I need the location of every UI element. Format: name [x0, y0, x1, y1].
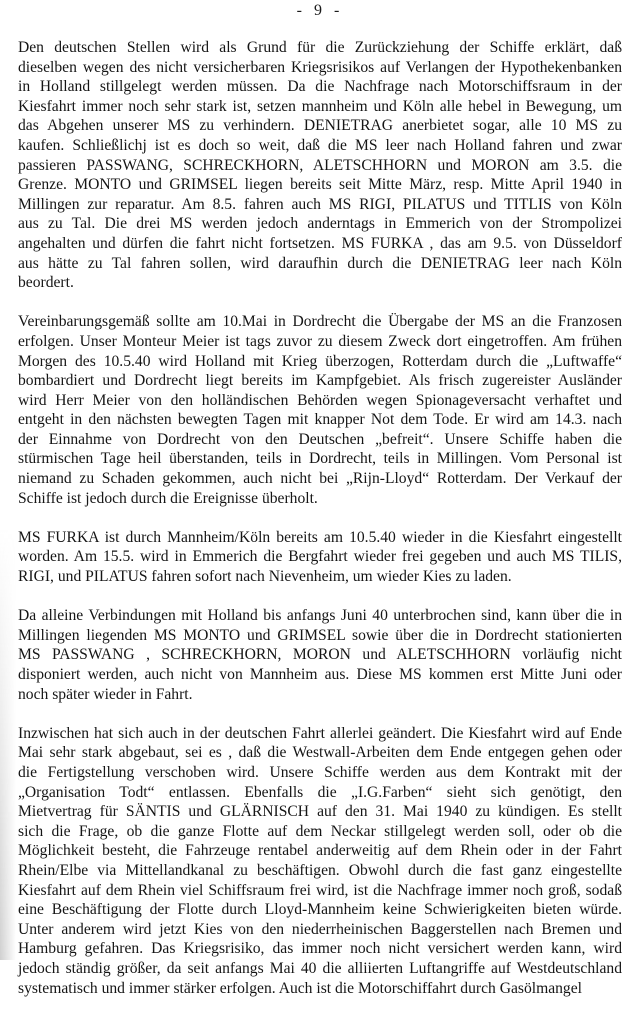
text-line: dieselben wegen des nicht versicherbaren Kriegsrisikos auf Verlangen der Hypothekenbanken — [18, 58, 622, 76]
paragraph-4 — [18, 606, 622, 704]
text-line: jedoch ständig größer, da seit anfangs Mai 40 die alliierten Luftangriffe auf Westdeutschland — [18, 959, 622, 977]
text-line: noch später wieder in Fahrt. — [18, 685, 193, 703]
text-line: kaufen. Schließlichj ist es doch so weit, daß die MS leer nach Holland fahren und zwar — [18, 136, 622, 154]
text-line: Den deutschen Stellen wird als Grund für die Zurückziehung der Schiffe erklärt, daß — [18, 39, 622, 56]
text-line: erfolgen. Unser Monteur Meier ist tags zuvor zu diesem Zweck dort eingetroffen. Am frühen — [18, 332, 622, 350]
text-line: MS PASSWANG , SCHRECKHORN, MORON und ALETSCHHORN vorläufig nicht — [18, 646, 622, 664]
text-line: die Fertigstellung verschoben wird. Unsere Schiffe werden aus dem Kontrakt mit der — [18, 763, 622, 781]
text-line: Möglichkeit besteht, die Fahrzeuge rentabel anderweitig auf dem Rhein oder in der Fahrt — [18, 842, 622, 860]
text-line: angehalten und dürfen die fahrt nicht fortsetzen. MS FURKA , das am 9.5. von Düsseldorf — [18, 234, 622, 252]
paragraph-2 — [18, 312, 622, 508]
text-line: Mai sehr stark abgebaut, sei es , daß die Westwall-Arbeiten dem Ende entgegen gehen oder — [18, 744, 622, 762]
text-line: worden. Am 15.5. wird in Emmerich die Bergfahrt wieder frei gegeben und auch MS TILIS, — [18, 548, 622, 566]
text-line: bombardiert und Dordrecht liegt bereits im Kampfgebiet. Als frisch zugereister Ausländer — [18, 372, 622, 390]
text-line: Millingen zur reparatur. Am 8.5. fahren auch MS RIGI, PILATUS und TITLIS von Köln — [18, 195, 622, 213]
text-line: aus zu Tal. Die drei MS werden jedoch anderntags in Emmerich von der Strompolizei — [18, 215, 622, 233]
text-line: MS FURKA ist durch Mannheim/Köln bereits am 10.5.40 wieder in die Kiesfahrt eingestellt — [18, 528, 622, 546]
text-line: Unter anderem wird jetzt Kies von den niederrheinischen Baggerstellen nach Bremen und — [18, 920, 622, 938]
text-line: systematisch und immer stärker erfolgen. Auch ist die Motorschiffahrt durch Gasölmangel — [18, 979, 582, 997]
text-line: Morgen des 10.5.40 wird Holland mit Krieg überzogen, Rotterdam durch die „Luftwaffe“ — [18, 352, 622, 370]
document-body — [18, 38, 622, 1018]
text-line: „Organisation Todt“ entlassen. Ebenfalls die „I.G.Farben“ sieht sich genötigt, den — [18, 783, 622, 801]
text-line: Millingen liegenden MS MONTO und GRIMSEL sowie über die in Dordrecht stationierten — [18, 626, 622, 644]
text-line: in Holland stillgelegt werden müssen. Da die Nachfrage nach Motorschiffsraum in der — [18, 78, 622, 96]
text-line: wird Herr Meier von den holländischen Behörden wegen Spionageversacht verhaftet und — [18, 391, 622, 409]
paragraph-1 — [18, 38, 622, 293]
text-line: passieren PASSWANG, SCHRECKHORN, ALETSCHHORN und MORON am 3.5. die — [18, 156, 622, 174]
paragraph-5 — [18, 724, 622, 998]
text-line: sich die Frage, ob die ganze Flotte auf dem Neckar stillgelegt werden soll, oder ob die — [18, 822, 622, 840]
text-line: niemand zu Schaden gekommen, auch nicht bei „Rijn-Lloyd“ Rotterdam. Der Verkauf der — [18, 470, 622, 488]
text-line: Hamburg gefahren. Das Kriegsrisiko, das immer noch nicht versichert werden kann, wird — [18, 940, 622, 958]
text-line: aus hätte zu Tal fahren sollen, wird daraufhin durch die DENIETRAG leer nach Köln — [18, 254, 622, 272]
text-line: Schiffe ist jedoch durch die Ereignisse überholt. — [18, 489, 318, 507]
text-line: Kiesfahrt immer noch sehr stark ist, setzen mannheim und Köln alle hebel in Bewegung, um — [18, 97, 622, 115]
text-line: Mietvertrag für SÄNTIS und GLÄRNISCH auf den 31. Mai 1940 zu kündigen. Es stellt — [18, 803, 622, 821]
text-line: Inzwischen hat sich auch in der deutschen Fahrt allerlei geändert. Die Kiesfahrt wird auf Ende — [18, 724, 622, 742]
text-line: entgeht in den nächsten bewegten Tagen mit knapper Not dem Tode. Er wird am 14.3. nach — [18, 411, 622, 429]
text-line: Rhein/Elbe via Mittellandkanal zu beschäftigen. Obwohl durch die fast ganz eingestellte — [18, 861, 622, 879]
text-line: disponiert werden, auch nicht von Mannheim aus. Diese MS kommen erst Mitte Juni oder — [18, 666, 622, 683]
text-line: Vereinbarungsgemäß sollte am 10.Mai in Dordrecht die Übergabe der MS an die Franzosen — [18, 313, 622, 331]
text-line: beordert. — [18, 274, 74, 292]
text-line: Grenze. MONTO und GRIMSEL liegen bereits seit Mitte März, resp. Mitte April 1940 in — [18, 176, 622, 194]
scan-shadow — [0, 0, 16, 960]
text-line: das Abgehen unserer MS zu verhindern. DENIETRAG anerbietet sogar, alle 10 MS zu — [18, 117, 622, 135]
text-line: Kiesfahrt auf dem Rhein viel Schiffsraum frei wird, ist die Nachfrage immer noch groß, sodaß — [18, 881, 622, 899]
text-line: der Einnahme von Dordrecht von den Deutschen „befreit“. Unsere Schiffe haben die — [18, 430, 622, 448]
text-line: Da alleine Verbindungen mit Holland bis anfangs Juni 40 unterbrochen sind, kann über die in — [18, 607, 622, 625]
text-line: eine Beschäftigung der Flotte durch Lloyd-Mannheim keine Schwierigkeiten bieten würde. — [18, 901, 622, 919]
text-line: stürmischen Tage heil überstanden, teils in Dordrecht, teils in Millingen. Vom Personal ist — [18, 450, 622, 468]
paragraph-3 — [18, 528, 622, 587]
page-number: - 9 - — [296, 2, 342, 19]
text-line: RIGI, und PILATUS fahren sofort nach Nievenheim, um wieder Kies zu laden. — [18, 568, 512, 586]
